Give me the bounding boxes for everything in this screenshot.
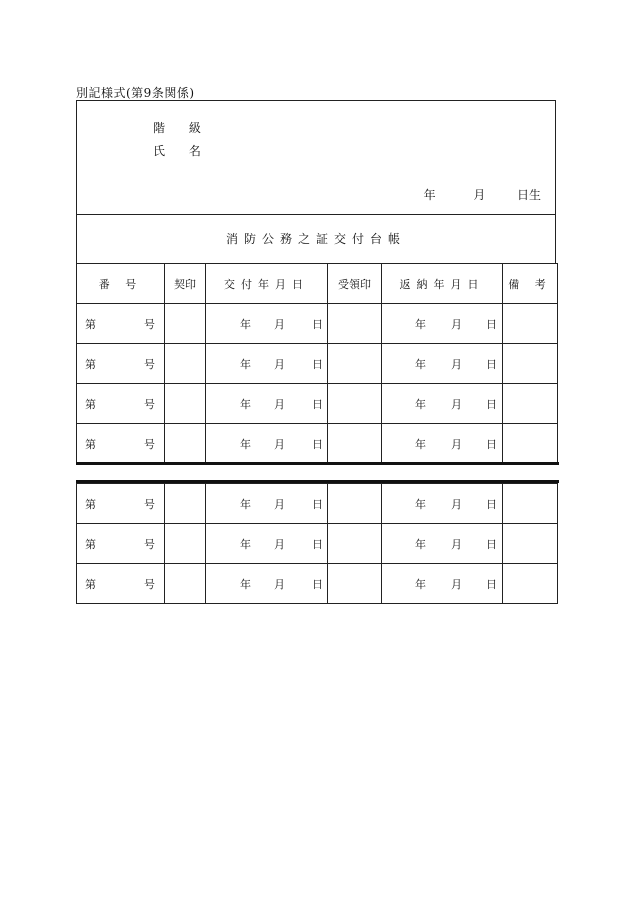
issue-year: 年 — [240, 498, 251, 511]
go-text: 号 — [144, 498, 155, 511]
issue-year: 年 — [240, 318, 251, 331]
birth-date-label — [424, 186, 541, 203]
return-year: 年 — [415, 538, 426, 551]
return-month: 月 — [451, 578, 462, 591]
dai-text: 第 — [85, 538, 96, 551]
seal-cell[interactable] — [165, 564, 206, 604]
return-day: 日 — [486, 578, 497, 591]
go-text: 号 — [144, 398, 155, 411]
header-number: 番 号 — [77, 264, 165, 304]
header-return-date: 返納年月日 — [382, 264, 503, 304]
go-text: 号 — [144, 578, 155, 591]
return-date-cell[interactable] — [382, 484, 503, 524]
issue-month: 月 — [274, 438, 285, 451]
number-cell[interactable] — [77, 304, 165, 344]
return-month: 月 — [451, 318, 462, 331]
ledger-rows-lower — [77, 484, 558, 604]
issue-year: 年 — [240, 438, 251, 451]
header-issue-date: 交付年月日 — [206, 264, 328, 304]
return-month: 月 — [451, 358, 462, 371]
receipt-seal-cell[interactable] — [328, 484, 382, 524]
return-month: 月 — [451, 538, 462, 551]
seal-cell[interactable] — [165, 384, 206, 424]
number-cell[interactable] — [77, 524, 165, 564]
issue-month: 月 — [274, 358, 285, 371]
number-cell[interactable] — [77, 484, 165, 524]
ledger-table-lower — [76, 483, 558, 604]
number-cell[interactable] — [77, 564, 165, 604]
table-row — [77, 524, 558, 564]
return-year: 年 — [415, 578, 426, 591]
issue-date-cell[interactable] — [206, 484, 328, 524]
issue-date-cell[interactable] — [206, 384, 328, 424]
seal-cell[interactable] — [165, 484, 206, 524]
return-date-cell[interactable] — [382, 344, 503, 384]
birth-day: 日生 — [516, 188, 541, 202]
issue-day: 日 — [312, 318, 323, 331]
return-day: 日 — [486, 318, 497, 331]
return-month: 月 — [451, 498, 462, 511]
issue-year: 年 — [240, 578, 251, 591]
receipt-seal-cell[interactable] — [328, 524, 382, 564]
issue-day: 日 — [312, 578, 323, 591]
receipt-seal-cell[interactable] — [328, 344, 382, 384]
dai-text: 第 — [85, 358, 96, 371]
receipt-seal-cell[interactable] — [328, 424, 382, 464]
return-date-cell[interactable] — [382, 564, 503, 604]
issue-day: 日 — [312, 358, 323, 371]
receipt-seal-cell[interactable] — [328, 564, 382, 604]
remarks-cell[interactable] — [503, 304, 558, 344]
table-row — [77, 484, 558, 524]
issue-year: 年 — [240, 538, 251, 551]
birth-year: 年 — [423, 188, 436, 202]
issue-year: 年 — [240, 358, 251, 371]
issue-day: 日 — [312, 398, 323, 411]
return-day: 日 — [486, 438, 497, 451]
remarks-cell[interactable] — [503, 384, 558, 424]
issue-day: 日 — [312, 538, 323, 551]
remarks-cell[interactable] — [503, 344, 558, 384]
number-cell[interactable] — [77, 384, 165, 424]
table-row — [77, 424, 558, 464]
return-date-cell[interactable] — [382, 304, 503, 344]
rank-label: 階 級 — [153, 121, 211, 135]
dai-text: 第 — [85, 398, 96, 411]
birth-month: 月 — [473, 188, 486, 202]
form-caption: 別記様式(第9条関係) — [76, 86, 195, 100]
issue-date-cell[interactable] — [206, 424, 328, 464]
issue-year: 年 — [240, 398, 251, 411]
table-row — [77, 344, 558, 384]
issue-month: 月 — [274, 498, 285, 511]
issue-month: 月 — [274, 578, 285, 591]
issue-day: 日 — [312, 498, 323, 511]
go-text: 号 — [144, 438, 155, 451]
seal-cell[interactable] — [165, 304, 206, 344]
table-row — [77, 564, 558, 604]
issue-date-cell[interactable] — [206, 524, 328, 564]
personal-info-section — [76, 100, 556, 214]
go-text: 号 — [144, 538, 155, 551]
return-date-cell[interactable] — [382, 424, 503, 464]
seal-cell[interactable] — [165, 424, 206, 464]
issue-month: 月 — [274, 398, 285, 411]
receipt-seal-cell[interactable] — [328, 384, 382, 424]
return-day: 日 — [486, 538, 497, 551]
issue-date-cell[interactable] — [206, 564, 328, 604]
return-year: 年 — [415, 358, 426, 371]
table-row — [77, 304, 558, 344]
return-year: 年 — [415, 318, 426, 331]
issue-date-cell[interactable] — [206, 344, 328, 384]
issue-month: 月 — [274, 538, 285, 551]
issue-date-cell[interactable] — [206, 304, 328, 344]
go-text: 号 — [144, 358, 155, 371]
issue-day: 日 — [312, 438, 323, 451]
table-row — [77, 384, 558, 424]
issue-month: 月 — [274, 318, 285, 331]
return-day: 日 — [486, 498, 497, 511]
return-month: 月 — [451, 398, 462, 411]
dai-text: 第 — [85, 498, 96, 511]
return-month: 月 — [451, 438, 462, 451]
name-label: 氏 名 — [153, 144, 211, 158]
remarks-cell[interactable] — [503, 424, 558, 464]
remarks-cell[interactable] — [503, 484, 558, 524]
number-cell[interactable] — [77, 344, 165, 384]
break-line-top — [76, 462, 559, 465]
return-year: 年 — [415, 398, 426, 411]
number-cell[interactable] — [77, 424, 165, 464]
dai-text: 第 — [85, 578, 96, 591]
header-remarks: 備 考 — [503, 264, 558, 304]
receipt-seal-cell[interactable] — [328, 304, 382, 344]
remarks-cell[interactable] — [503, 524, 558, 564]
return-year: 年 — [415, 498, 426, 511]
remarks-cell[interactable] — [503, 564, 558, 604]
return-date-cell[interactable] — [382, 524, 503, 564]
header-receipt-seal: 受領印 — [328, 264, 382, 304]
header-row — [77, 264, 558, 304]
seal-cell[interactable] — [165, 524, 206, 564]
return-day: 日 — [486, 398, 497, 411]
ledger-title: 消防公務之証交付台帳 — [76, 214, 556, 263]
ledger-table-upper — [76, 263, 558, 464]
header-seal: 契印 — [165, 264, 206, 304]
dai-text: 第 — [85, 318, 96, 331]
return-year: 年 — [415, 438, 426, 451]
return-day: 日 — [486, 358, 497, 371]
dai-text: 第 — [85, 438, 96, 451]
seal-cell[interactable] — [165, 344, 206, 384]
return-date-cell[interactable] — [382, 384, 503, 424]
go-text: 号 — [144, 318, 155, 331]
ledger-rows-upper — [77, 304, 558, 464]
